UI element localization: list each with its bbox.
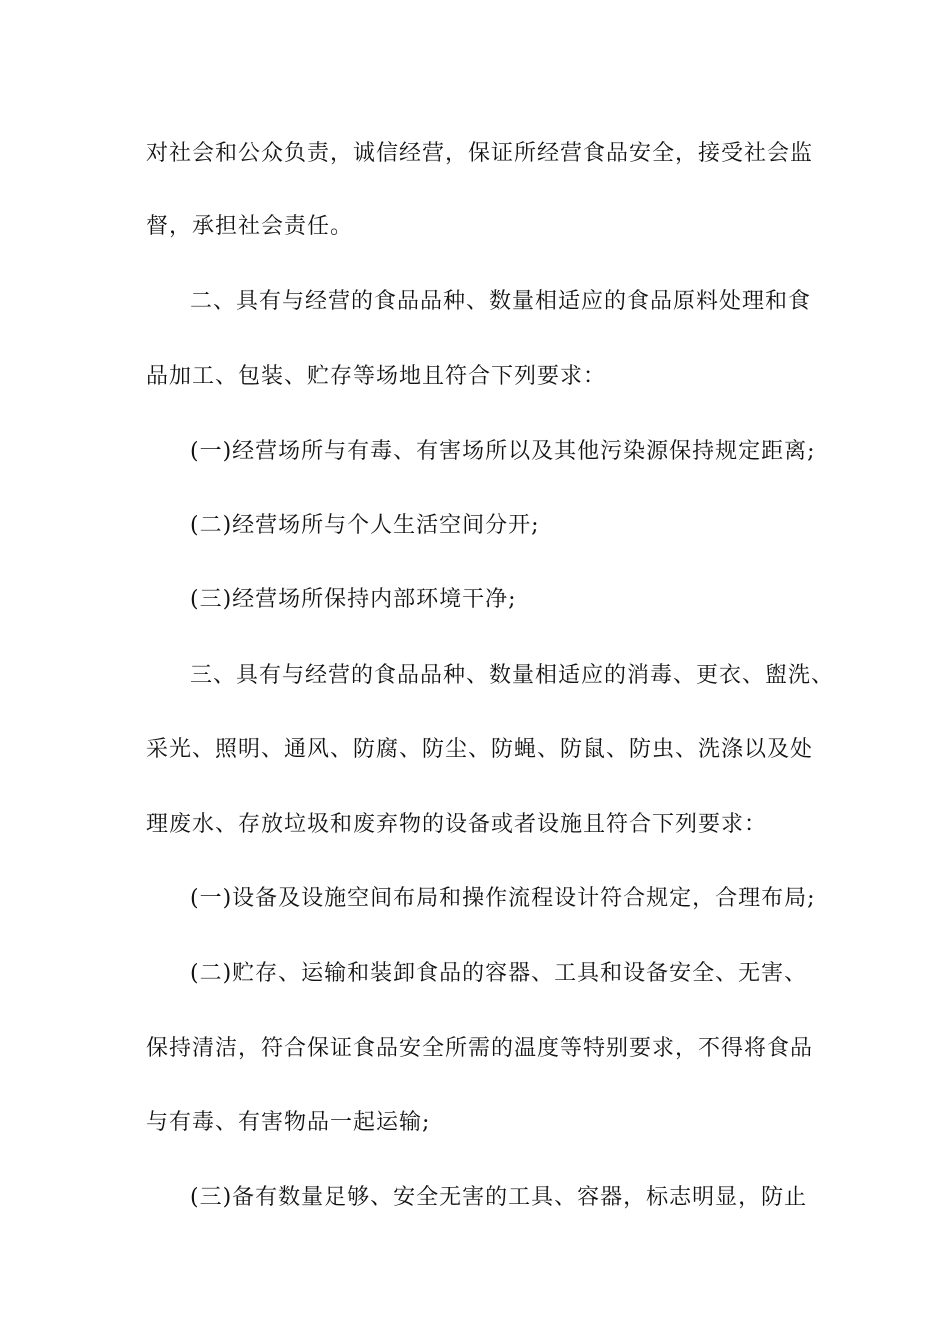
text-line-10: 理废水、存放垃圾和废弃物的设备或者设施且符合下列要求：	[146, 812, 768, 837]
text-line-14: 与有毒、有害物品一起运输;	[146, 1110, 431, 1135]
text-line-15: (三)备有数量足够、安全无害的工具、容器，标志明显，防止	[190, 1185, 808, 1210]
text-line-2: 督，承担社会责任。	[146, 214, 354, 239]
text-line-5: (一)经营场所与有毒、有害场所以及其他污染源保持规定距离;	[190, 439, 816, 464]
text-line-12: (二)贮存、运输和装卸食品的容器、工具和设备安全、无害、	[190, 961, 808, 986]
text-line-8: 三、具有与经营的食品品种、数量相适应的消毒、更衣、盥洗、	[190, 663, 835, 688]
text-line-6: (二)经营场所与个人生活空间分开;	[190, 513, 540, 538]
text-line-9: 采光、照明、通风、防腐、防尘、防蝇、防鼠、防虫、洗涤以及处	[146, 737, 814, 762]
text-line-13: 保持清洁，符合保证食品安全所需的温度等特别要求，不得将食品	[146, 1036, 814, 1061]
text-line-11: (一)设备及设施空间布局和操作流程设计符合规定，合理布局;	[190, 886, 816, 911]
text-line-4: 品加工、包装、贮存等场地且符合下列要求：	[146, 364, 607, 389]
text-line-3: 二、具有与经营的食品品种、数量相适应的食品原料处理和食	[190, 289, 812, 314]
text-line-7: (三)经营场所保持内部环境干净;	[190, 587, 517, 612]
text-line-1: 对社会和公众负责，诚信经营，保证所经营食品安全，接受社会监	[146, 141, 814, 166]
